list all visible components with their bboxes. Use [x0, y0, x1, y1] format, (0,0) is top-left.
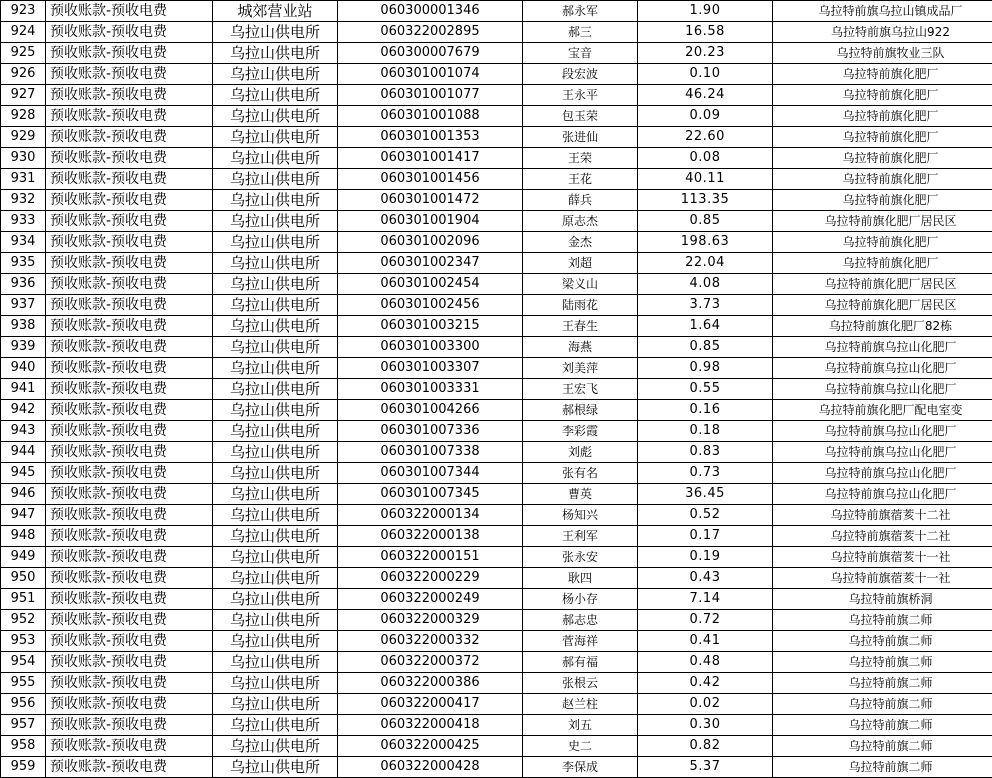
account-cell[interactable]: 预收账款-预收电费 [46, 106, 213, 127]
account-id-cell[interactable]: 060322000229 [338, 568, 523, 589]
account-cell[interactable]: 预收账款-预收电费 [46, 589, 213, 610]
address-cell[interactable]: 乌拉特前旗牧业三队 [773, 43, 992, 64]
station-cell[interactable]: 乌拉山供电所 [213, 85, 338, 106]
account-cell[interactable]: 预收账款-预收电费 [46, 736, 213, 757]
row-number-cell[interactable]: 941 [1, 379, 46, 400]
row-number-cell[interactable]: 927 [1, 85, 46, 106]
account-cell[interactable]: 预收账款-预收电费 [46, 484, 213, 505]
customer-name-cell[interactable]: 李保成 [523, 757, 638, 778]
account-id-cell[interactable]: 060301001074 [338, 64, 523, 85]
account-id-cell[interactable]: 060322000417 [338, 694, 523, 715]
address-cell[interactable]: 乌拉特前旗二师 [773, 736, 992, 757]
address-cell[interactable]: 乌拉特前旗乌拉山922 [773, 22, 992, 43]
amount-cell[interactable]: 0.41 [638, 631, 773, 652]
address-cell[interactable]: 乌拉特前旗蓿荄十二社 [773, 526, 992, 547]
address-cell[interactable]: 乌拉特前旗化肥厂82栋 [773, 316, 992, 337]
amount-cell[interactable]: 0.16 [638, 400, 773, 421]
row-number-cell[interactable]: 936 [1, 274, 46, 295]
address-cell[interactable]: 乌拉特前旗蓿荄十一社 [773, 568, 992, 589]
account-cell[interactable]: 预收账款-预收电费 [46, 715, 213, 736]
account-id-cell[interactable]: 060301003215 [338, 316, 523, 337]
amount-cell[interactable]: 0.42 [638, 673, 773, 694]
account-cell[interactable]: 预收账款-预收电费 [46, 568, 213, 589]
row-number-cell[interactable]: 924 [1, 22, 46, 43]
account-cell[interactable]: 预收账款-预收电费 [46, 358, 213, 379]
row-number-cell[interactable]: 926 [1, 64, 46, 85]
address-cell[interactable]: 乌拉特前旗乌拉山化肥厂 [773, 463, 992, 484]
station-cell[interactable]: 乌拉山供电所 [213, 484, 338, 505]
table-row [1, 337, 992, 358]
account-cell[interactable]: 预收账款-预收电费 [46, 694, 213, 715]
customer-name-cell[interactable]: 刘美萍 [523, 358, 638, 379]
customer-name-cell[interactable]: 原志杰 [523, 211, 638, 232]
table-row [1, 106, 992, 127]
station-cell[interactable]: 乌拉山供电所 [213, 127, 338, 148]
customer-name-cell[interactable]: 杨知兴 [523, 505, 638, 526]
table-row [1, 757, 992, 778]
table-row [1, 253, 992, 274]
account-id-cell[interactable]: 060301007338 [338, 442, 523, 463]
account-cell[interactable]: 预收账款-预收电费 [46, 631, 213, 652]
account-id-cell[interactable]: 060301001456 [338, 169, 523, 190]
row-number-cell[interactable]: 934 [1, 232, 46, 253]
station-cell[interactable]: 乌拉山供电所 [213, 673, 338, 694]
amount-cell[interactable]: 0.73 [638, 463, 773, 484]
amount-cell[interactable]: 46.24 [638, 85, 773, 106]
account-id-cell[interactable]: 060301001353 [338, 127, 523, 148]
account-id-cell[interactable]: 060301002456 [338, 295, 523, 316]
customer-name-cell[interactable]: 陆雨花 [523, 295, 638, 316]
row-number-cell[interactable]: 925 [1, 43, 46, 64]
account-cell[interactable]: 预收账款-预收电费 [46, 379, 213, 400]
amount-cell[interactable]: 1.90 [638, 1, 773, 22]
address-cell[interactable]: 乌拉特前旗化肥厂 [773, 169, 992, 190]
address-cell[interactable]: 乌拉特前旗蓿荄十二社 [773, 505, 992, 526]
station-cell[interactable]: 乌拉山供电所 [213, 190, 338, 211]
row-number-cell[interactable]: 958 [1, 736, 46, 757]
account-id-cell[interactable]: 060322000386 [338, 673, 523, 694]
table-row [1, 295, 992, 316]
amount-cell[interactable]: 0.55 [638, 379, 773, 400]
account-id-cell[interactable]: 060301003331 [338, 379, 523, 400]
account-id-cell[interactable]: 060322000425 [338, 736, 523, 757]
address-cell[interactable]: 乌拉特前旗化肥厂居民区 [773, 211, 992, 232]
station-cell[interactable]: 乌拉山供电所 [213, 295, 338, 316]
table-row [1, 232, 992, 253]
account-cell[interactable]: 预收账款-预收电费 [46, 295, 213, 316]
row-number-cell[interactable]: 950 [1, 568, 46, 589]
account-id-cell[interactable]: 060301001077 [338, 85, 523, 106]
account-id-cell[interactable]: 060301007336 [338, 421, 523, 442]
amount-cell[interactable]: 0.83 [638, 442, 773, 463]
table-row [1, 694, 992, 715]
table-row [1, 421, 992, 442]
account-cell[interactable]: 预收账款-预收电费 [46, 652, 213, 673]
account-id-cell[interactable]: 060322000428 [338, 757, 523, 778]
table-row [1, 526, 992, 547]
station-cell[interactable]: 乌拉山供电所 [213, 652, 338, 673]
row-number-cell[interactable]: 931 [1, 169, 46, 190]
table-row [1, 442, 992, 463]
customer-name-cell[interactable]: 梁义山 [523, 274, 638, 295]
account-id-cell[interactable]: 060322000418 [338, 715, 523, 736]
address-cell[interactable]: 乌拉特前旗乌拉山化肥厂 [773, 442, 992, 463]
station-cell[interactable]: 乌拉山供电所 [213, 22, 338, 43]
station-cell[interactable]: 城郊营业站 [213, 1, 338, 22]
station-cell[interactable]: 乌拉山供电所 [213, 64, 338, 85]
station-cell[interactable]: 乌拉山供电所 [213, 631, 338, 652]
amount-cell[interactable]: 7.14 [638, 589, 773, 610]
account-id-cell[interactable]: 060322000372 [338, 652, 523, 673]
address-cell[interactable]: 乌拉特前旗乌拉山化肥厂 [773, 337, 992, 358]
row-number-cell[interactable]: 949 [1, 547, 46, 568]
table-row [1, 589, 992, 610]
table-row [1, 211, 992, 232]
address-cell[interactable]: 乌拉特前旗乌拉山镇成品厂 [773, 1, 992, 22]
row-number-cell[interactable]: 929 [1, 127, 46, 148]
customer-name-cell[interactable]: 王永平 [523, 85, 638, 106]
table-body [1, 1, 992, 778]
row-number-cell[interactable]: 930 [1, 148, 46, 169]
account-cell[interactable]: 预收账款-预收电费 [46, 757, 213, 778]
address-cell[interactable]: 乌拉特前旗二师 [773, 610, 992, 631]
row-number-cell[interactable]: 933 [1, 211, 46, 232]
row-number-cell[interactable]: 953 [1, 631, 46, 652]
account-id-cell[interactable]: 060301007345 [338, 484, 523, 505]
station-cell[interactable]: 乌拉山供电所 [213, 253, 338, 274]
table-row [1, 715, 992, 736]
account-id-cell[interactable]: 060301001088 [338, 106, 523, 127]
address-cell[interactable]: 乌拉特前旗化肥厂 [773, 64, 992, 85]
station-cell[interactable]: 乌拉山供电所 [213, 547, 338, 568]
row-number-cell[interactable]: 947 [1, 505, 46, 526]
row-number-cell[interactable]: 940 [1, 358, 46, 379]
amount-cell[interactable]: 0.82 [638, 736, 773, 757]
account-id-cell[interactable]: 060301001472 [338, 190, 523, 211]
amount-cell[interactable]: 113.35 [638, 190, 773, 211]
customer-name-cell[interactable]: 王利军 [523, 526, 638, 547]
customer-name-cell[interactable]: 杨小存 [523, 589, 638, 610]
station-cell[interactable]: 乌拉山供电所 [213, 610, 338, 631]
amount-cell[interactable]: 0.10 [638, 64, 773, 85]
customer-name-cell[interactable]: 刘彪 [523, 442, 638, 463]
table-row [1, 22, 992, 43]
address-cell[interactable]: 乌拉特前旗化肥厂 [773, 85, 992, 106]
customer-name-cell[interactable]: 赵兰柱 [523, 694, 638, 715]
customer-name-cell[interactable]: 张有名 [523, 463, 638, 484]
account-id-cell[interactable]: 060301007344 [338, 463, 523, 484]
station-cell[interactable]: 乌拉山供电所 [213, 526, 338, 547]
customer-name-cell[interactable]: 郝志忠 [523, 610, 638, 631]
account-cell[interactable]: 预收账款-预收电费 [46, 316, 213, 337]
row-number-cell[interactable]: 939 [1, 337, 46, 358]
address-cell[interactable]: 乌拉特前旗乌拉山化肥厂 [773, 421, 992, 442]
table-row [1, 379, 992, 400]
table-row [1, 85, 992, 106]
row-number-cell[interactable]: 948 [1, 526, 46, 547]
account-id-cell[interactable]: 060301003307 [338, 358, 523, 379]
address-cell[interactable]: 乌拉特前旗乌拉山化肥厂 [773, 484, 992, 505]
amount-cell[interactable]: 0.52 [638, 505, 773, 526]
account-id-cell[interactable]: 060322000138 [338, 526, 523, 547]
row-number-cell[interactable]: 945 [1, 463, 46, 484]
account-cell[interactable]: 预收账款-预收电费 [46, 421, 213, 442]
station-cell[interactable]: 乌拉山供电所 [213, 463, 338, 484]
amount-cell[interactable]: 22.60 [638, 127, 773, 148]
station-cell[interactable]: 乌拉山供电所 [213, 442, 338, 463]
address-cell[interactable]: 乌拉特前旗二师 [773, 631, 992, 652]
account-cell[interactable]: 预收账款-预收电费 [46, 673, 213, 694]
customer-name-cell[interactable]: 张进仙 [523, 127, 638, 148]
table-row [1, 631, 992, 652]
amount-cell[interactable]: 0.09 [638, 106, 773, 127]
account-cell[interactable]: 预收账款-预收电费 [46, 610, 213, 631]
account-id-cell[interactable]: 060301002347 [338, 253, 523, 274]
station-cell[interactable]: 乌拉山供电所 [213, 379, 338, 400]
station-cell[interactable]: 乌拉山供电所 [213, 358, 338, 379]
customer-name-cell[interactable]: 王春生 [523, 316, 638, 337]
address-cell[interactable]: 乌拉特前旗桥洞 [773, 589, 992, 610]
amount-cell[interactable]: 3.73 [638, 295, 773, 316]
station-cell[interactable]: 乌拉山供电所 [213, 148, 338, 169]
amount-cell[interactable]: 22.04 [638, 253, 773, 274]
station-cell[interactable]: 乌拉山供电所 [213, 106, 338, 127]
account-id-cell[interactable]: 060322000249 [338, 589, 523, 610]
table-row [1, 1, 992, 22]
account-cell[interactable]: 预收账款-预收电费 [46, 526, 213, 547]
station-cell[interactable]: 乌拉山供电所 [213, 736, 338, 757]
address-cell[interactable]: 乌拉特前旗化肥厂 [773, 253, 992, 274]
table-row [1, 547, 992, 568]
row-number-cell[interactable]: 932 [1, 190, 46, 211]
account-id-cell[interactable]: 060301001904 [338, 211, 523, 232]
customer-name-cell[interactable]: 宝音 [523, 43, 638, 64]
account-id-cell[interactable]: 060301003300 [338, 337, 523, 358]
address-cell[interactable]: 乌拉特前旗二师 [773, 715, 992, 736]
station-cell[interactable]: 乌拉山供电所 [213, 589, 338, 610]
account-cell[interactable]: 预收账款-预收电费 [46, 43, 213, 64]
account-id-cell[interactable]: 060322000151 [338, 547, 523, 568]
address-cell[interactable]: 乌拉特前旗化肥厂居民区 [773, 274, 992, 295]
amount-cell[interactable]: 0.19 [638, 547, 773, 568]
customer-name-cell[interactable]: 郝有福 [523, 652, 638, 673]
account-cell[interactable]: 预收账款-预收电费 [46, 253, 213, 274]
customer-name-cell[interactable]: 郝永军 [523, 1, 638, 22]
customer-name-cell[interactable]: 王宏飞 [523, 379, 638, 400]
amount-cell[interactable]: 0.17 [638, 526, 773, 547]
amount-cell[interactable]: 0.08 [638, 148, 773, 169]
row-number-cell[interactable]: 928 [1, 106, 46, 127]
table-row [1, 127, 992, 148]
address-cell[interactable]: 乌拉特前旗乌拉山化肥厂 [773, 379, 992, 400]
row-number-cell[interactable]: 951 [1, 589, 46, 610]
account-cell[interactable]: 预收账款-预收电费 [46, 22, 213, 43]
amount-cell[interactable]: 0.72 [638, 610, 773, 631]
account-cell[interactable]: 预收账款-预收电费 [46, 211, 213, 232]
account-cell[interactable]: 预收账款-预收电费 [46, 400, 213, 421]
address-cell[interactable]: 乌拉特前旗乌拉山化肥厂 [773, 358, 992, 379]
amount-cell[interactable]: 0.18 [638, 421, 773, 442]
amount-cell[interactable]: 5.37 [638, 757, 773, 778]
account-cell[interactable]: 预收账款-预收电费 [46, 148, 213, 169]
address-cell[interactable]: 乌拉特前旗化肥厂 [773, 190, 992, 211]
customer-name-cell[interactable]: 金杰 [523, 232, 638, 253]
customer-name-cell[interactable]: 王花 [523, 169, 638, 190]
station-cell[interactable]: 乌拉山供电所 [213, 505, 338, 526]
table-row [1, 610, 992, 631]
row-number-cell[interactable]: 956 [1, 694, 46, 715]
customer-name-cell[interactable]: 张永安 [523, 547, 638, 568]
account-id-cell[interactable]: 060300001346 [338, 1, 523, 22]
station-cell[interactable]: 乌拉山供电所 [213, 274, 338, 295]
address-cell[interactable]: 乌拉特前旗化肥厂居民区 [773, 295, 992, 316]
table-row [1, 43, 992, 64]
station-cell[interactable]: 乌拉山供电所 [213, 757, 338, 778]
account-cell[interactable]: 预收账款-预收电费 [46, 64, 213, 85]
account-cell[interactable]: 预收账款-预收电费 [46, 127, 213, 148]
account-cell[interactable]: 预收账款-预收电费 [46, 274, 213, 295]
customer-name-cell[interactable]: 李彩霞 [523, 421, 638, 442]
station-cell[interactable]: 乌拉山供电所 [213, 568, 338, 589]
row-number-cell[interactable]: 946 [1, 484, 46, 505]
account-cell[interactable]: 预收账款-预收电费 [46, 1, 213, 22]
address-cell[interactable]: 乌拉特前旗二师 [773, 757, 992, 778]
amount-cell[interactable]: 198.63 [638, 232, 773, 253]
amount-cell[interactable]: 0.30 [638, 715, 773, 736]
address-cell[interactable]: 乌拉特前旗二师 [773, 694, 992, 715]
row-number-cell[interactable]: 938 [1, 316, 46, 337]
account-id-cell[interactable]: 060322000134 [338, 505, 523, 526]
account-id-cell[interactable]: 060322000332 [338, 631, 523, 652]
account-id-cell[interactable]: 060300007679 [338, 43, 523, 64]
station-cell[interactable]: 乌拉山供电所 [213, 694, 338, 715]
station-cell[interactable]: 乌拉山供电所 [213, 211, 338, 232]
account-cell[interactable]: 预收账款-预收电费 [46, 85, 213, 106]
account-cell[interactable]: 预收账款-预收电费 [46, 190, 213, 211]
table-row [1, 190, 992, 211]
row-number-cell[interactable]: 944 [1, 442, 46, 463]
table-row [1, 148, 992, 169]
account-id-cell[interactable]: 060301002454 [338, 274, 523, 295]
table-row [1, 274, 992, 295]
table-row [1, 736, 992, 757]
row-number-cell[interactable]: 943 [1, 421, 46, 442]
station-cell[interactable]: 乌拉山供电所 [213, 421, 338, 442]
amount-cell[interactable]: 16.58 [638, 22, 773, 43]
account-id-cell[interactable]: 060301001417 [338, 148, 523, 169]
customer-name-cell[interactable]: 刘超 [523, 253, 638, 274]
customer-name-cell[interactable]: 郝根绿 [523, 400, 638, 421]
customer-name-cell[interactable]: 包玉荣 [523, 106, 638, 127]
station-cell[interactable]: 乌拉山供电所 [213, 43, 338, 64]
row-number-cell[interactable]: 952 [1, 610, 46, 631]
row-number-cell[interactable]: 959 [1, 757, 46, 778]
account-cell[interactable]: 预收账款-预收电费 [46, 169, 213, 190]
amount-cell[interactable]: 20.23 [638, 43, 773, 64]
account-cell[interactable]: 预收账款-预收电费 [46, 505, 213, 526]
address-cell[interactable]: 乌拉特前旗蓿荄十一社 [773, 547, 992, 568]
row-number-cell[interactable]: 942 [1, 400, 46, 421]
table-row [1, 568, 992, 589]
row-number-cell[interactable]: 955 [1, 673, 46, 694]
customer-name-cell[interactable]: 王荣 [523, 148, 638, 169]
station-cell[interactable]: 乌拉山供电所 [213, 400, 338, 421]
table-row [1, 316, 992, 337]
station-cell[interactable]: 乌拉山供电所 [213, 169, 338, 190]
address-cell[interactable]: 乌拉特前旗化肥厂 [773, 127, 992, 148]
table-row [1, 673, 992, 694]
address-cell[interactable]: 乌拉特前旗二师 [773, 673, 992, 694]
amount-cell[interactable]: 0.85 [638, 211, 773, 232]
row-number-cell[interactable]: 954 [1, 652, 46, 673]
address-cell[interactable]: 乌拉特前旗化肥厂 [773, 106, 992, 127]
amount-cell[interactable]: 0.85 [638, 337, 773, 358]
amount-cell[interactable]: 0.48 [638, 652, 773, 673]
table-row [1, 358, 992, 379]
address-cell[interactable]: 乌拉特前旗二师 [773, 652, 992, 673]
station-cell[interactable]: 乌拉山供电所 [213, 337, 338, 358]
customer-name-cell[interactable]: 曹英 [523, 484, 638, 505]
customer-name-cell[interactable]: 薛兵 [523, 190, 638, 211]
table-row [1, 400, 992, 421]
account-cell[interactable]: 预收账款-预收电费 [46, 547, 213, 568]
account-cell[interactable]: 预收账款-预收电费 [46, 463, 213, 484]
customer-name-cell[interactable]: 耿四 [523, 568, 638, 589]
amount-cell[interactable]: 0.02 [638, 694, 773, 715]
station-cell[interactable]: 乌拉山供电所 [213, 715, 338, 736]
address-cell[interactable]: 乌拉特前旗化肥厂配电室变 [773, 400, 992, 421]
table-row [1, 652, 992, 673]
row-number-cell[interactable]: 935 [1, 253, 46, 274]
account-cell[interactable]: 预收账款-预收电费 [46, 442, 213, 463]
amount-cell[interactable]: 36.45 [638, 484, 773, 505]
customer-name-cell[interactable]: 段宏波 [523, 64, 638, 85]
account-cell[interactable]: 预收账款-预收电费 [46, 337, 213, 358]
table-row [1, 505, 992, 526]
account-id-cell[interactable]: 060301002096 [338, 232, 523, 253]
customer-name-cell[interactable]: 菅海祥 [523, 631, 638, 652]
account-cell[interactable]: 预收账款-预收电费 [46, 232, 213, 253]
row-number-cell[interactable]: 957 [1, 715, 46, 736]
table-row [1, 484, 992, 505]
table-row [1, 64, 992, 85]
customer-name-cell[interactable]: 张根云 [523, 673, 638, 694]
amount-cell[interactable]: 1.64 [638, 316, 773, 337]
account-id-cell[interactable]: 060322000329 [338, 610, 523, 631]
amount-cell[interactable]: 0.98 [638, 358, 773, 379]
row-number-cell[interactable]: 937 [1, 295, 46, 316]
account-id-cell[interactable]: 060301004266 [338, 400, 523, 421]
amount-cell[interactable]: 40.11 [638, 169, 773, 190]
station-cell[interactable]: 乌拉山供电所 [213, 232, 338, 253]
station-cell[interactable]: 乌拉山供电所 [213, 316, 338, 337]
row-number-cell[interactable]: 923 [1, 1, 46, 22]
account-id-cell[interactable]: 060322002895 [338, 22, 523, 43]
address-cell[interactable]: 乌拉特前旗化肥厂 [773, 232, 992, 253]
customer-name-cell[interactable]: 刘五 [523, 715, 638, 736]
customer-name-cell[interactable]: 郝三 [523, 22, 638, 43]
customer-name-cell[interactable]: 海燕 [523, 337, 638, 358]
amount-cell[interactable]: 4.08 [638, 274, 773, 295]
amount-cell[interactable]: 0.43 [638, 568, 773, 589]
table-row [1, 169, 992, 190]
table-row [1, 463, 992, 484]
address-cell[interactable]: 乌拉特前旗化肥厂 [773, 148, 992, 169]
customer-name-cell[interactable]: 史二 [523, 736, 638, 757]
